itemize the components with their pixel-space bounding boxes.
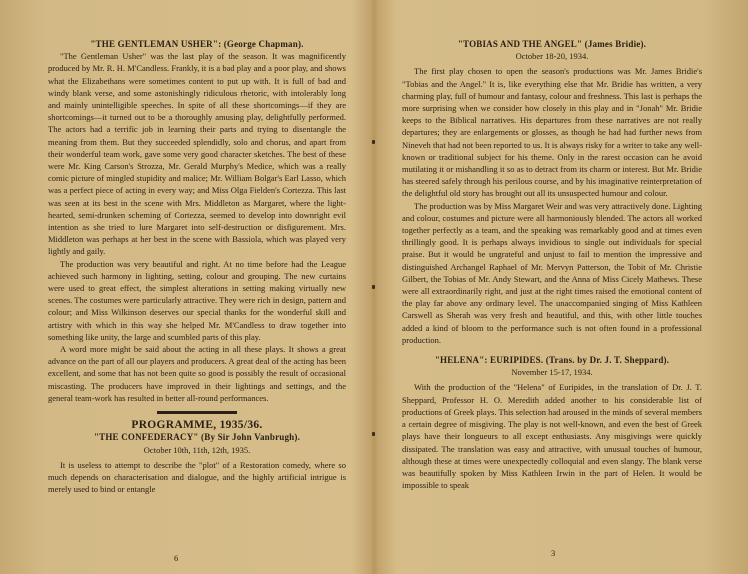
helena-heading: "HELENA": EURIPIDES. (Trans. by Dr. J. T. Sheppard). xyxy=(434,355,670,366)
staple-mark xyxy=(372,285,375,289)
tobias-dates: October 18-20, 1934. xyxy=(515,51,589,62)
left-paragraph-1: "The Gentleman Usher" was the last play of the season. It was magnificently produced by Mr. R. H. M'Candless. Frankly, it is a bad play and a poor play, and shows what the Elizabethans were sometimes content to put up with. It is full of bad and windy blank verse, and some astonishingly ridiculous rhetoric, with intolerably long and mainly unintelligible speeches. In spite of all these shortcomings—if they are shortcomings—it turned out to be a thoroughly amusing play, delightfully performed. The actors had a terrific job in learning their parts and trying to disentangle the meaning from them. But they succeeded splendidly, solo and chorus, and apart from their wonderful team work, gave some very good character sketches. The best of these were Mr. King Carson's Strozza, Mr. Gerald Murphy's Medice, which was a really comic picture of mingled stupidity and malice; Mr. William Bolgar's Earl Lasso, which was a perfect piece of acting in every way; and Miss Olga Fielden's Cortezza. This last was seen at its best in the scene with Mrs. Middleton as Margaret, where the light-hearted, semi-drunken scheming of Cortezza, seemed to develop into downright evil intention as she tried to lure Margaret into self-destruction or disfigurement. Mrs. Middleton was perhaps at her best in the scene with Bassiola, which was played very lightly and gaily. xyxy=(48,51,346,257)
programme-title: PROGRAMME, 1935/36. xyxy=(131,419,263,432)
left-paragraph-3: A word more might be said about the acting in all these plays. It shows a great advance on the part of all our players and producers. A great deal of the acting has been excellent, and some that has not been quite so good is possibly the result of occasional miscasting. The producers have improved in their lightings and settings, and the general team-work has resulted in better all-round performances. xyxy=(48,344,346,403)
right-paragraph-3: With the production of the "Helena" of Euripides, in the translation of Dr. J. T. Sheppard, Professor H. O. Meredith added another to his considerable list of productions of Greek plays. This selection had aroused in the minds of several members a certain degree of misgiving. The play is not well-known, and even the best of Greek plays have their longueurs to all except enthusiasts. Any misgivings were quickly dissipated. The translation was easy and attractive, with unusual touches of humour, although these at times were unexpectedly colloquial and even slangy. The blank verse was beautifully spoken by Miss Kathleen Irwin in the part of Helen. It would be impossible to speak xyxy=(402,382,702,491)
left-paragraph-2: The production was very beautiful and right. At no time before had the League achieved such harmony in lighting, setting, colour and grouping. The new curtains were used to great effect, the simplest alterations in setting making virtually new scenes. The costumes were particularly attractive. They were rich in design, pattern and colour; and Miss Wilkinson deserves our special thanks for the wonderful skill and artistry with which in this way she helped Mr. M'Candless to draw together into something like unity, the large and scumbled parts of this play. xyxy=(48,258,346,342)
section-divider xyxy=(157,411,237,414)
page-number-right: 3 xyxy=(551,548,556,558)
page-number-left: 6 xyxy=(174,553,179,563)
right-page xyxy=(402,38,702,491)
left-page xyxy=(48,38,346,495)
tobias-heading: "TOBIAS AND THE ANGEL" (James Bridie). xyxy=(457,39,647,49)
right-paragraph-1: The first play chosen to open the season's productions was Mr. James Bridie's "Tobias and the Angel." It is, like everything else that Mr. Bridie has written, a very charming play, full of humour and fantasy, colour and freshness. This last is perhaps the more surprising when we consider how closely in this play and in "Jonah" Mr. Bridie keeps to the Biblical narratives. His departures from these narratives are not really departures; they are enlargements or glosses, as though he had had further news from Nineveh that had not been reported to us. It is always risky for a writer to take any well-known or traditional subject for his theme. Only in the rarest occasion can he avoid mutilating it or mishandling it so as to detract from its charm or interest. But Mr. Bridie has steered safely through his perilous course, and by his imaginative reinterpretation of the delightful old story has brought out all its unsuspected humour and colour. xyxy=(402,66,702,199)
confederacy-dates: October 10th, 11th, 12th, 1935. xyxy=(143,444,251,455)
right-paragraph-2: The production was by Miss Margaret Weir and was very attractively done. Lighting and colour, costumes and picture were all harmoniously blended. The actors all worked together perfectly as a team, and the speaking was remarkably good and at times even thrillingly good. It is perhaps always invidious to single out individuals for special praise. But it would be ungrateful and unjust to fail to mention the impressive and distinguished Archangel Raphael of Mr. Mervyn Patterson, the Tobit of Mr. Christie Gilbert, the Tobias of Mr. Andy Stewart, and the Anna of Miss Cicely Mathews. These were all extraordinarily right, and just at the right times raised the emotional content of the play far above any ordinary level. The unaccompanied singing of Miss Kathleen Carswell as Sherah was very fresh and beautiful, and this, with other little touches added a kind of bloom to the performance such is not often found in a professional production. xyxy=(402,200,702,345)
confederacy-heading: "THE CONFEDERACY" (By Sir John Vanbrugh). xyxy=(93,432,301,443)
staple-mark xyxy=(372,140,375,144)
helena-dates: November 15-17, 1934. xyxy=(511,367,593,378)
gentleman-usher-heading: "THE GENTLEMAN USHER": (George Chapman). xyxy=(90,39,304,49)
spacer xyxy=(402,346,702,354)
staple-mark xyxy=(372,432,375,436)
confederacy-paragraph: It is useless to attempt to describe the "plot" of a Restoration comedy, where so much depends on characterisation and dialogue, and the highly artificial intrigue is merely used to bind or entangle xyxy=(48,459,346,495)
